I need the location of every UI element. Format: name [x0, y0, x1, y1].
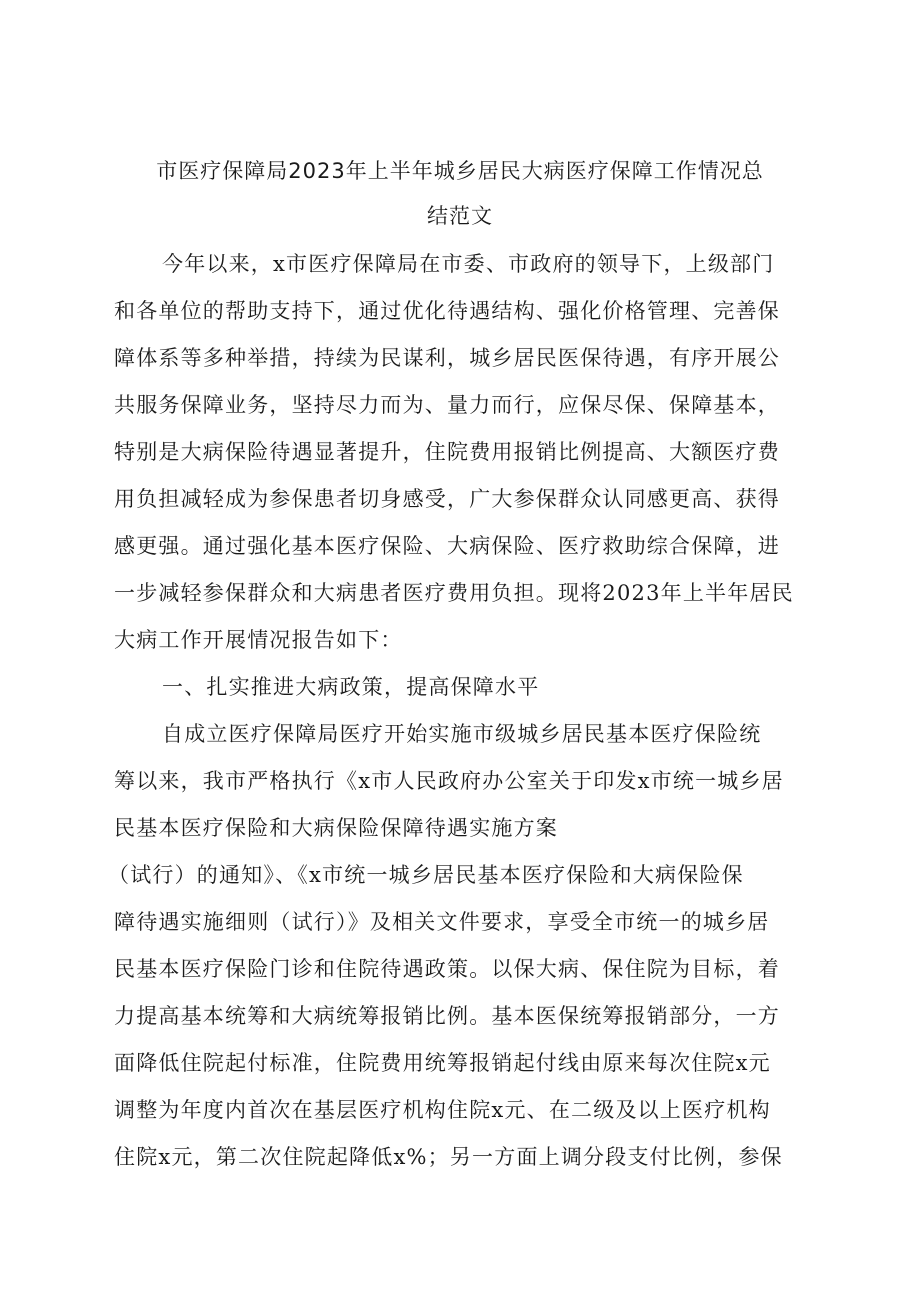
paragraph-line: 共服务保障业务，坚持尽力而为、量力而行，应保尽保、保障基本，	[114, 393, 780, 417]
paragraph-line: 住院x元，第二次住院起降低x%；另一方面上调分段支付比例，参保	[114, 1145, 783, 1169]
section-heading: 一、扎实推进大病政策，提高保障水平	[162, 675, 540, 699]
paragraph-line: 力提高基本统筹和大病统筹报销比例。基本医保统筹报销部分，一方	[114, 1004, 780, 1028]
document-title-line-2: 结范文	[427, 204, 493, 228]
document-title-line-1: 市医疗保障局2023年上半年城乡居民大病医疗保障工作情况总	[156, 159, 764, 183]
paragraph-line: 和各单位的帮助支持下，通过优化待遇结构、强化价格管理、完善保	[114, 299, 780, 323]
paragraph-line: （试行）的通知》、《x市统一城乡居民基本医疗保险和大病保险保	[108, 863, 744, 887]
paragraph-line: 自成立医疗保障局医疗开始实施市级城乡居民基本医疗保险统	[162, 722, 762, 746]
paragraph-line: 用负担减轻成为参保患者切身感受，广大参保群众认同感更高、获得	[114, 487, 780, 511]
paragraph-line: 民基本医疗保险和大病保险保障待遇实施方案	[114, 816, 558, 840]
paragraph-line: 感更强。通过强化基本医疗保险、大病保险、医疗救助综合保障，进	[114, 534, 780, 558]
paragraph-line: 面降低住院起付标准，住院费用统筹报销起付线由原来每次住院x元	[114, 1051, 771, 1075]
paragraph-line: 特别是大病保险待遇显著提升，住院费用报销比例提高、大额医疗费	[114, 440, 780, 464]
paragraph-line: 调整为年度内首次在基层医疗机构住院x元、在二级及以上医疗机构	[114, 1098, 771, 1122]
paragraph-line: 今年以来，x市医疗保障局在市委、市政府的领导下，上级部门	[162, 252, 775, 276]
paragraph-line: 一步减轻参保群众和大病患者医疗费用负担。现将2023年上半年居民	[114, 581, 794, 605]
paragraph-line: 筹以来，我市严格执行《x市人民政府办公室关于印发x市统一城乡居	[114, 769, 784, 793]
paragraph-line: 障待遇实施细则（试行）》及相关文件要求，享受全市统一的城乡居	[114, 910, 770, 934]
paragraph-line: 民基本医疗保险门诊和住院待遇政策。以保大病、保住院为目标，着	[114, 957, 780, 981]
paragraph-line: 大病工作开展情况报告如下：	[114, 628, 403, 652]
paragraph-line: 障体系等多种举措，持续为民谋利，城乡居民医保待遇，有序开展公	[114, 346, 780, 370]
